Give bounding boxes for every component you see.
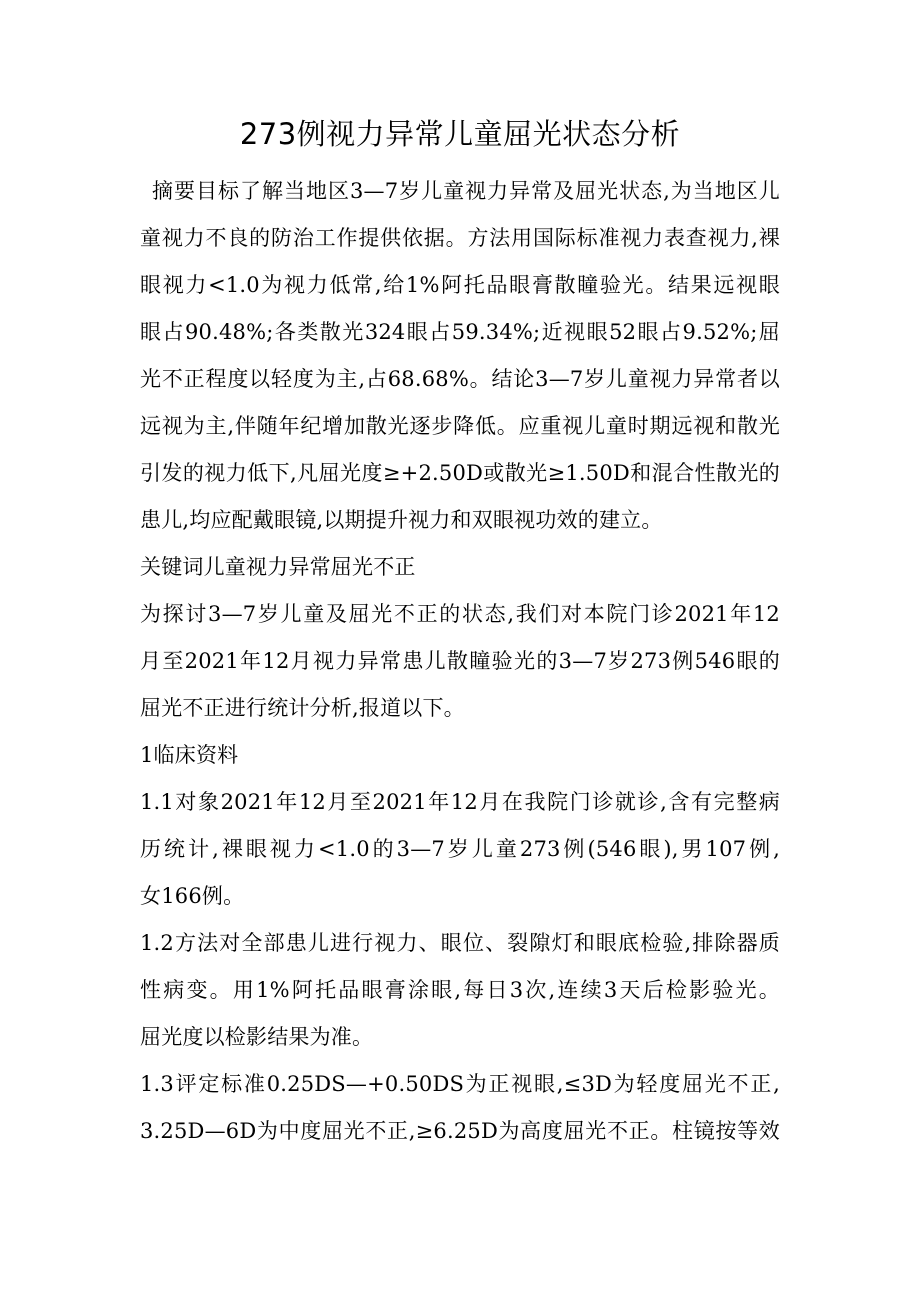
document-body [140, 168, 780, 1155]
intro-line-2: 月至2021年12月视力异常患儿散瞳验光的3—7岁273例546眼的 [140, 649, 780, 673]
methods-line-3: 屈光度以检影结果为准。 [140, 1025, 374, 1049]
keywords-line: 关键词儿童视力异常屈光不正 [140, 555, 416, 579]
abstract-line-5: 光不正程度以轻度为主,占68.68%。结论3—7岁儿童视力异常者以 [140, 367, 780, 391]
criteria-line-2: 3.25D—6D为中度屈光不正,≥6.25D为高度屈光不正。柱镜按等效 [140, 1119, 780, 1143]
methods-line-2: 性病变。用1%阿托品眼膏涂眼,每日3次,连续3天后检影验光。 [140, 978, 780, 1002]
subjects-line-1: 1.1对象2021年12月至2021年12月在我院门诊就诊,含有完整病 [140, 790, 780, 814]
methods-line-1: 1.2方法对全部患儿进行视力、眼位、裂隙灯和眼底检验,排除器质 [140, 931, 780, 955]
abstract-line-3: 眼视力<1.0为视力低常,给1%阿托品眼膏散瞳验光。结果远视眼 [140, 273, 780, 297]
abstract-line-8: 患儿,均应配戴眼镜,以期提升视力和双眼视功效的建立。 [140, 508, 663, 532]
section-heading-clinical-data: 1临床资料 [140, 743, 239, 767]
abstract-line-1: 摘要目标了解当地区3—7岁儿童视力异常及屈光状态,为当地区儿 [152, 179, 780, 203]
subjects-line-3: 女166例。 [140, 884, 245, 908]
criteria-line-1: 1.3评定标准0.25DS—+0.50DS为正视眼,≤3D为轻度屈光不正, [140, 1072, 780, 1096]
abstract-line-6: 远视为主,伴随年纪增加散光逐步降低。应重视儿童时期远视和散光 [140, 414, 780, 438]
intro-line-1: 为探讨3—7岁儿童及屈光不正的状态,我们对本院门诊2021年12 [140, 602, 780, 626]
abstract-line-7: 引发的视力低下,凡屈光度≥+2.50D或散光≥1.50D和混合性散光的 [140, 461, 780, 485]
subjects-line-2: 历统计,裸眼视力<1.0的3—7岁儿童273例(546眼),男107例, [140, 837, 780, 861]
intro-line-3: 屈光不正进行统计分析,报道以下。 [140, 696, 465, 720]
abstract-line-4: 眼占90.48%;各类散光324眼占59.34%;近视眼52眼占9.52%;屈 [140, 320, 780, 344]
abstract-line-2: 童视力不良的防治工作提供依据。方法用国际标准视力表查视力,裸 [140, 226, 780, 250]
document-title: 273例视力异常儿童屈光状态分析 [239, 117, 681, 151]
